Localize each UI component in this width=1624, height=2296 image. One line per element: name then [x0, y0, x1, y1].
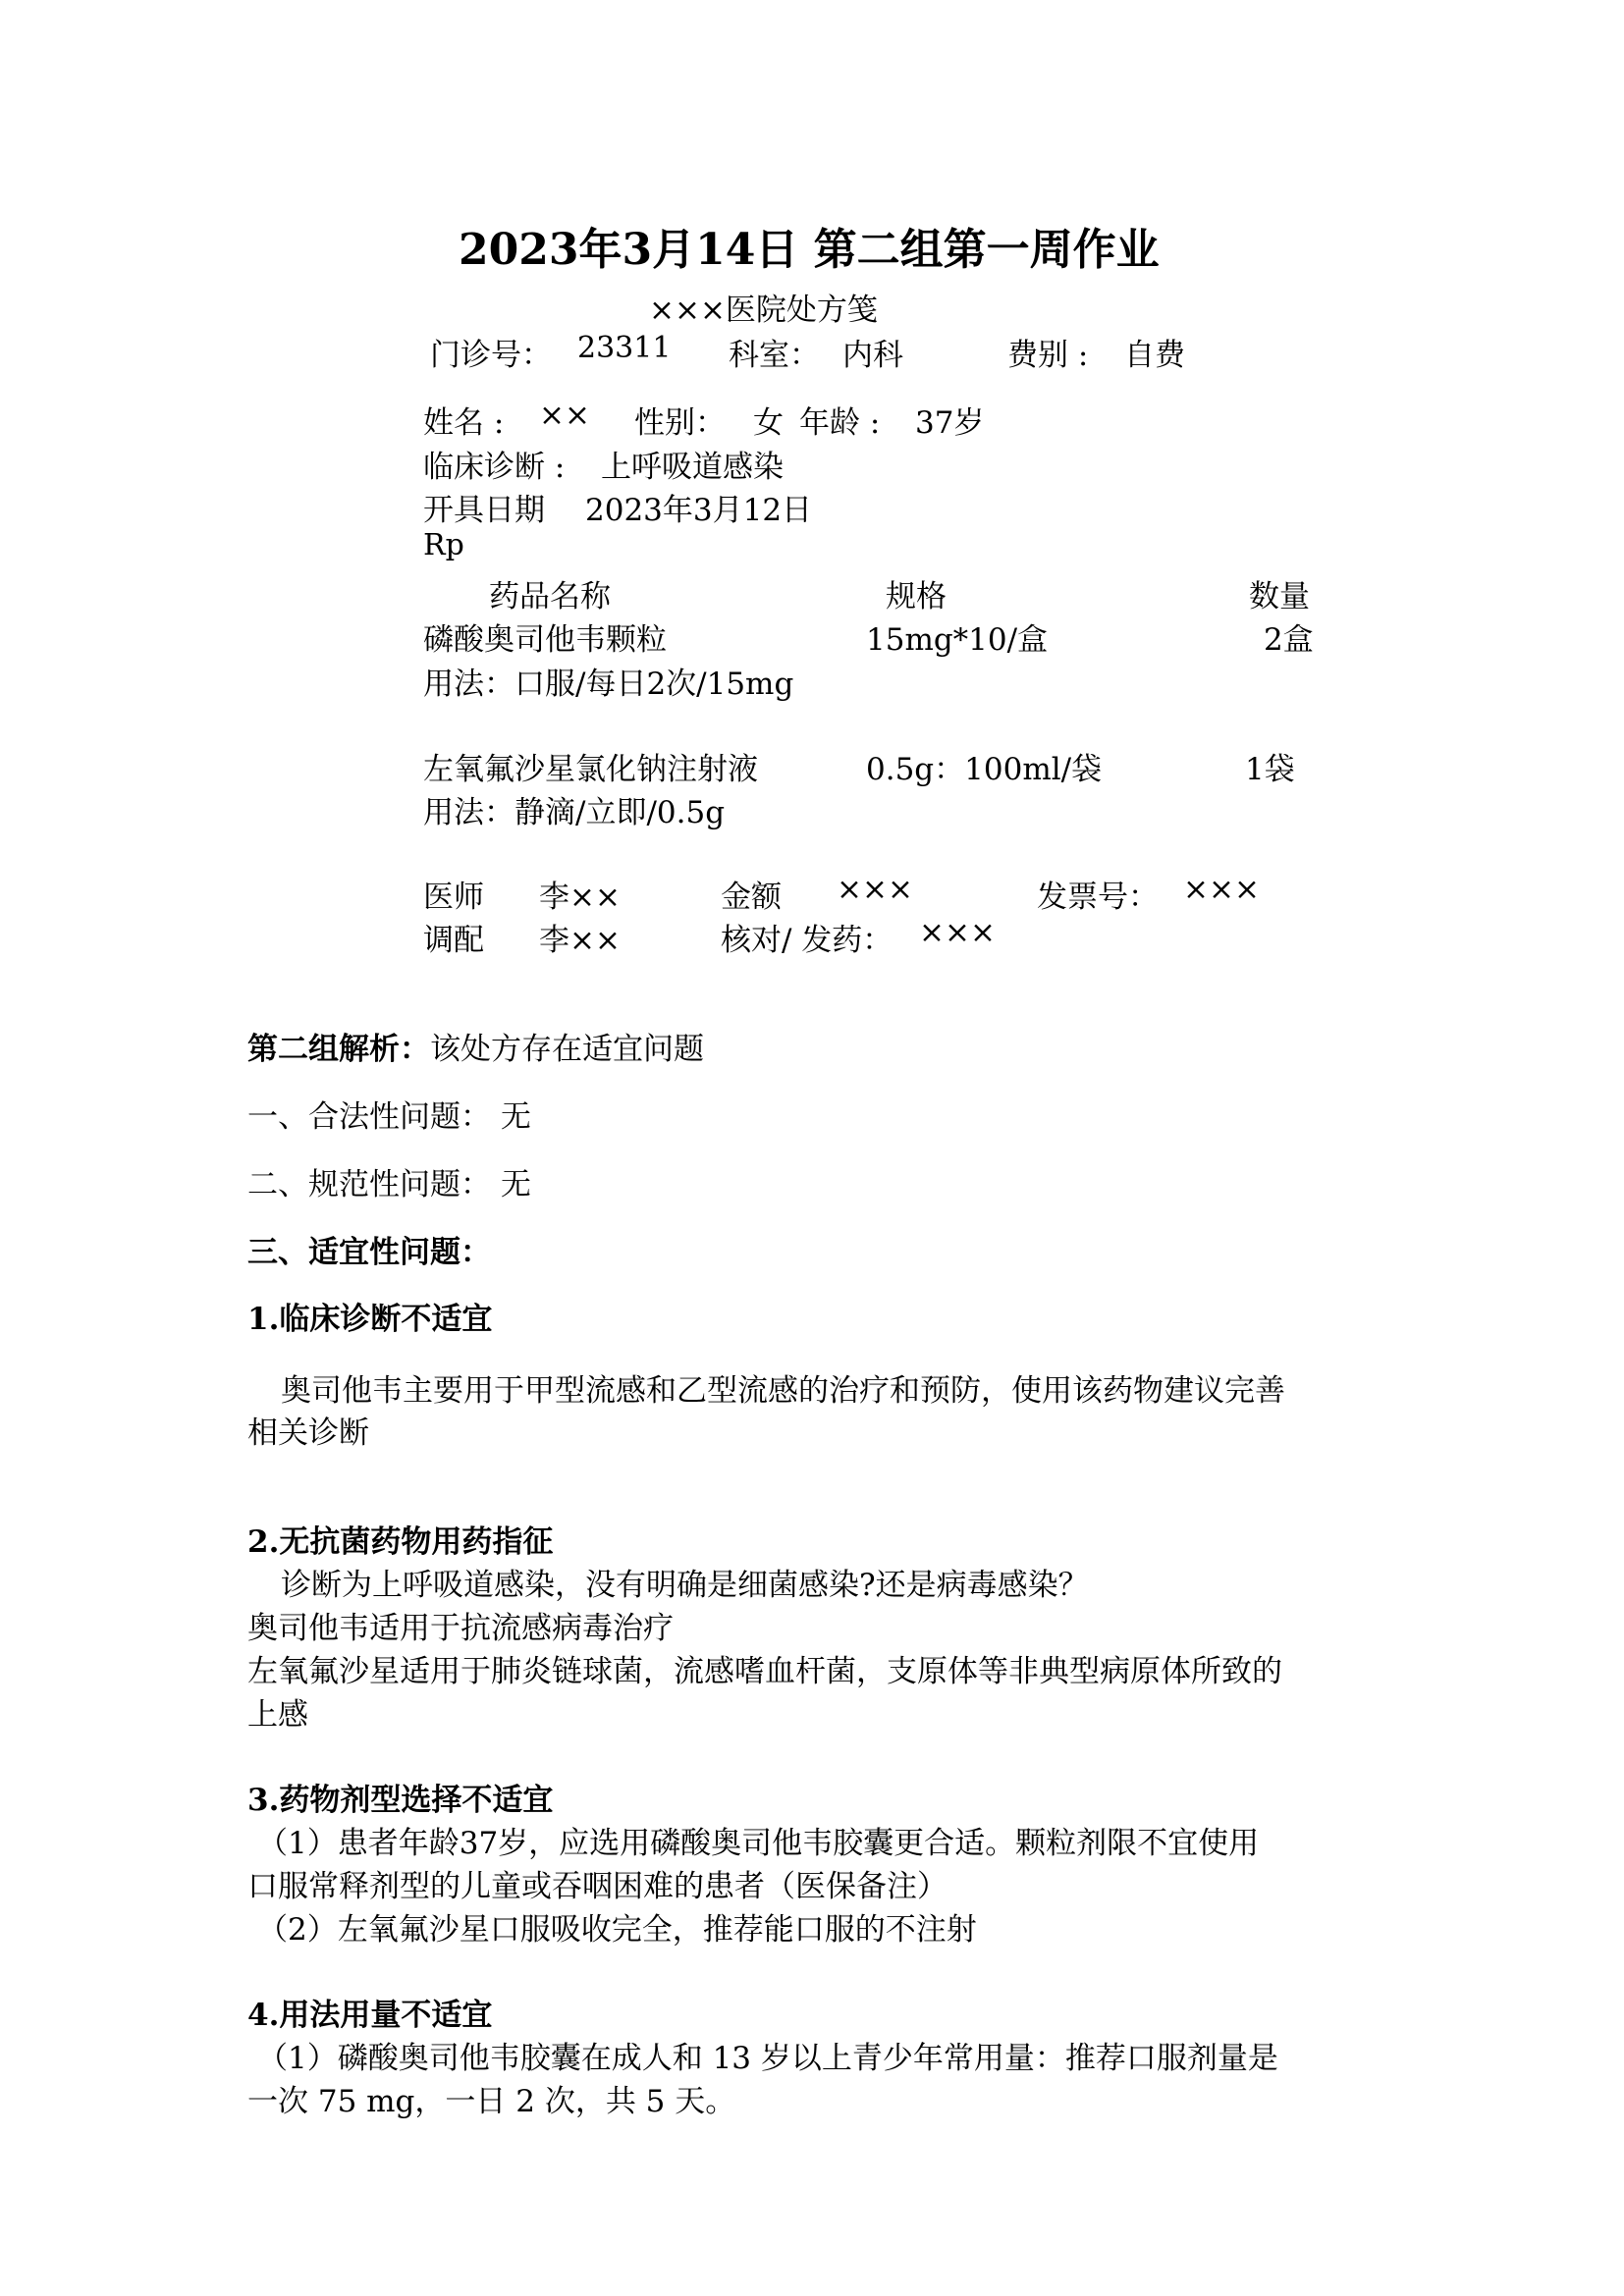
section-2-line-3: 左氧氟沙星适用于肺炎链球菌，流感嗜血杆菌，支原体等非典型病原体所致的: [247, 1654, 1282, 1689]
dispense-label: 调配: [423, 923, 484, 958]
analysis-heading: [247, 1024, 704, 1068]
drug-2-usage: 用法：静滴/立即/0.5g: [423, 795, 726, 830]
section-2-line-1: 诊断为上呼吸道感染，没有明确是细菌感染?还是病毒感染？: [281, 1568, 1089, 1603]
drug-2-name: 左氧氟沙星氯化钠注射液: [423, 752, 758, 787]
section-4-title: 4.用法用量不适宜: [247, 1998, 493, 2033]
diagnosis: 上呼吸道感染: [601, 450, 784, 485]
doctor-label: 医师: [423, 880, 484, 915]
section-1-line-1: 奥司他韦主要用于甲型流感和乙型流感的治疗和预防，使用该药物建议完善: [281, 1373, 1285, 1409]
patient-sex: 女: [753, 405, 784, 441]
check: ×××: [919, 915, 996, 950]
col-header-drug-name: 药品名称: [489, 579, 611, 614]
issue-date-label: 开具日期: [423, 493, 545, 528]
fee-label: 费别 :: [1007, 338, 1089, 373]
standard-line: 二、规范性问题： 无: [247, 1167, 531, 1202]
invoice-label: 发票号：: [1037, 880, 1159, 915]
issue-date: 2023年3月12日: [585, 493, 813, 528]
patient-age-label: 年龄 :: [799, 405, 881, 441]
drug-2-spec: 0.5g：100ml/袋: [866, 752, 1103, 787]
analysis-heading-rest: 该处方存在适宜问题: [430, 1032, 704, 1067]
dept: 内科: [842, 338, 903, 373]
doctor: 李××: [539, 880, 621, 915]
drug-2-qty: 1袋: [1245, 752, 1295, 787]
fee: 自费: [1124, 338, 1185, 373]
dept-label: 科室：: [729, 338, 820, 373]
amount: ×××: [837, 872, 913, 907]
section-3-line-2: 口服常释剂型的儿童或吞咽困难的患者（医保备注）: [247, 1869, 947, 1904]
check-label: 核对/ 发药：: [721, 923, 893, 958]
section-2-line-4: 上感: [247, 1697, 308, 1733]
col-header-spec: 规格: [886, 579, 947, 614]
section-1-line-2: 相关诊断: [247, 1415, 369, 1451]
section-3-line-1: （1）患者年龄37岁，应选用磷酸奥司他韦胶囊更合适。颗粒剂限不宜使用: [257, 1826, 1260, 1861]
drug-1-qty: 2盒: [1264, 622, 1314, 658]
clinic-no: 23311: [577, 331, 672, 365]
patient-sex-label: 性别：: [634, 405, 726, 441]
section-4-line-1: （1）磷酸奥司他韦胶囊在成人和 13 岁以上青少年常用量：推荐口服剂量是: [257, 2041, 1278, 2076]
section-3-line-3: （2）左氧氟沙星口服吸收完全，推荐能口服的不注射: [257, 1912, 977, 1948]
section-4-line-2: 一次 75 mg，一日 2 次，共 5 天。: [247, 2084, 736, 2119]
diagnosis-label: 临床诊断 :: [423, 450, 566, 485]
invoice: ×××: [1183, 872, 1260, 907]
clinic-no-label: 门诊号：: [430, 338, 552, 373]
dispense: 李××: [539, 923, 621, 958]
legality-line: 一、合法性问题： 无: [247, 1099, 531, 1135]
drug-1-name: 磷酸奥司他韦颗粒: [423, 622, 667, 658]
document-title: 2023年3月14日 第二组第一周作业: [459, 225, 1160, 275]
section-2-title: 2.无抗菌药物用药指征: [247, 1524, 554, 1560]
section-1-title: 1.临床诊断不适宜: [247, 1302, 493, 1337]
drug-1-spec: 15mg*10/盒: [866, 622, 1049, 658]
analysis-heading-bold: 第二组解析：: [247, 1032, 430, 1067]
suitability-heading: 三、适宜性问题：: [247, 1235, 491, 1270]
amount-label: 金额: [721, 880, 782, 915]
section-2-line-2: 奥司他韦适用于抗流感病毒治疗: [247, 1611, 674, 1646]
patient-name-label: 姓名 :: [423, 405, 505, 441]
col-header-qty: 数量: [1249, 579, 1310, 614]
drug-1-usage: 用法：口服/每日2次/15mg: [423, 667, 794, 702]
patient-age: 37岁: [915, 405, 985, 441]
hospital-title: ×××医院处方笺: [649, 293, 878, 328]
rp-label: Rp: [423, 528, 464, 562]
section-3-title: 3.药物剂型选择不适宜: [247, 1783, 554, 1818]
patient-name: ××: [539, 398, 590, 433]
